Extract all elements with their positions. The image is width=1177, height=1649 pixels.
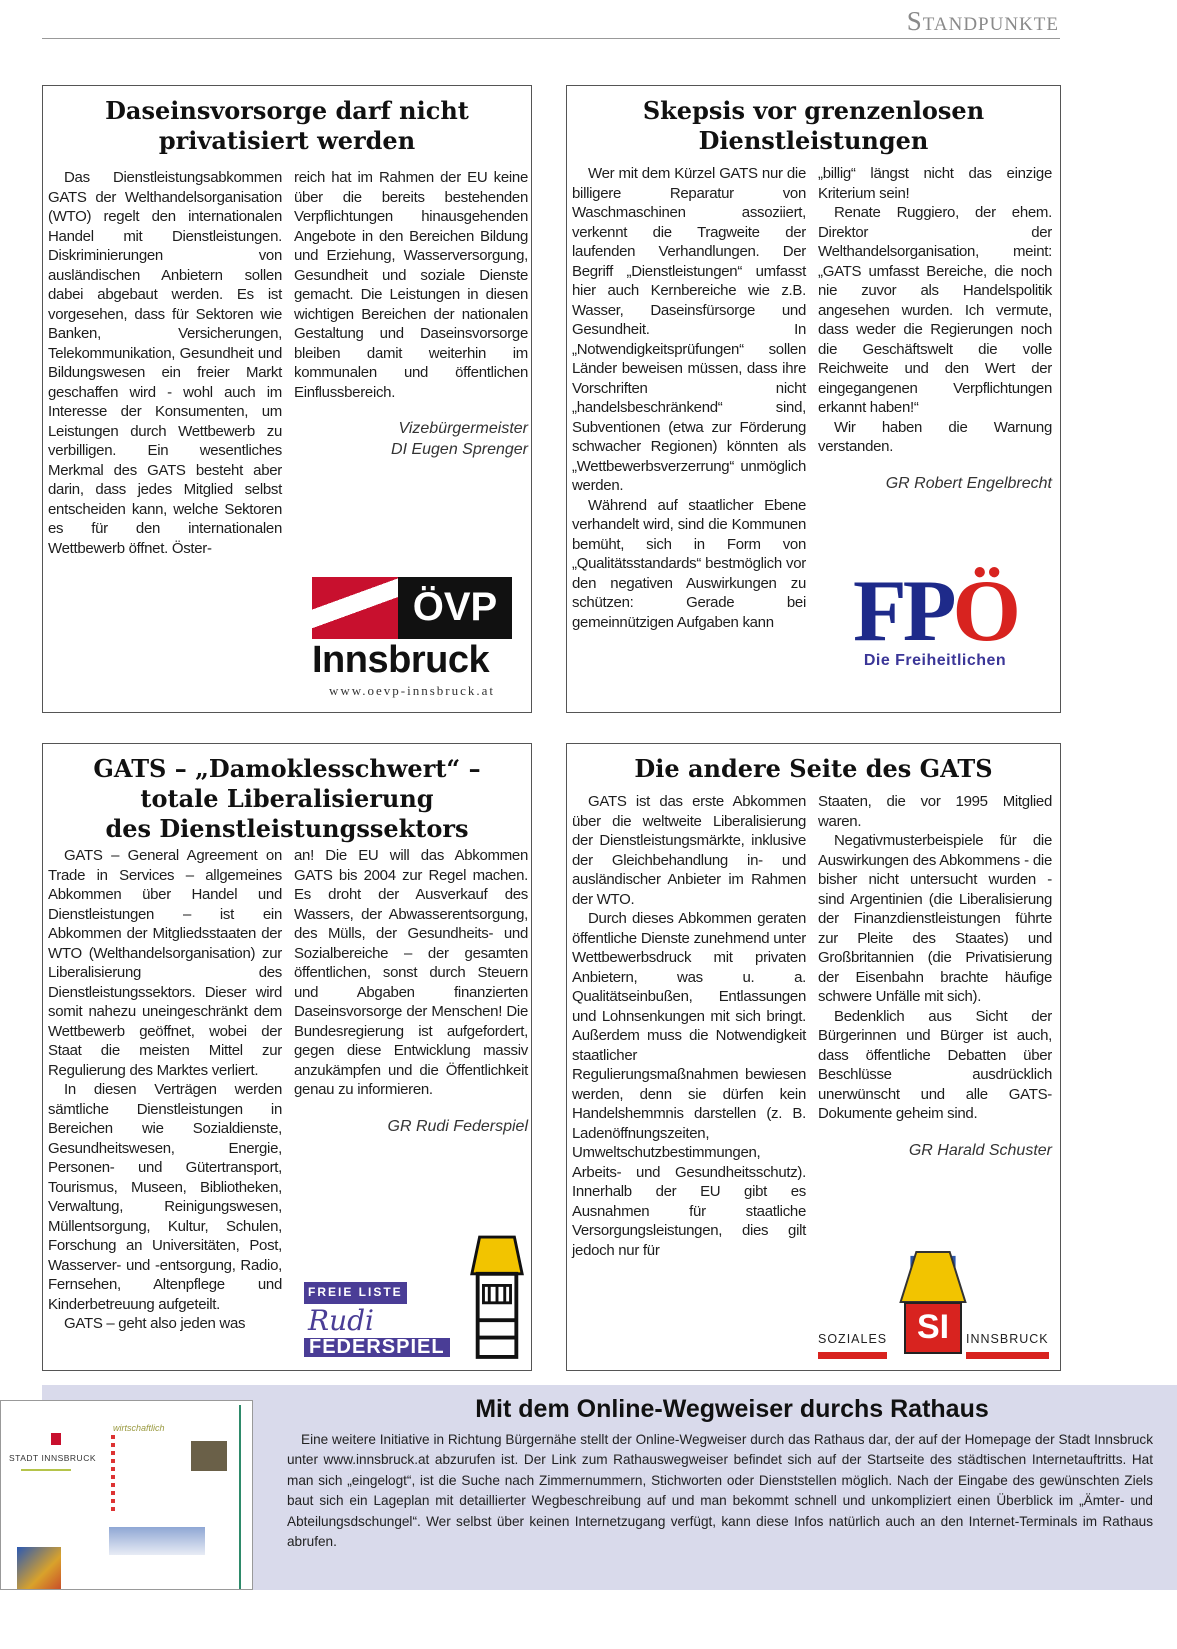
title-line: des Dienstleistungssektors [105,814,469,843]
title-line: totale Liberalisierung [140,784,434,813]
mountain-photo [109,1527,205,1555]
logo-word-left: SOZIALES [818,1330,887,1359]
banner-title: Mit dem Online-Wegweiser durchs Rathaus [475,1395,989,1423]
screenshot-divider [239,1405,241,1589]
fpoe-logo [818,562,1052,671]
article-column-2 [294,168,528,700]
article-column-1 [572,792,806,1362]
website-screenshot [0,1400,253,1590]
paragraph: Das Dienstleistungsabkommen GATS der Welthandelsorganisation (WTO) regelt den internationalen Handel mit Dienstleistungen. Diskriminierungen von ausländischen Anbietern sollen dabei abgebaut werden. Es ist vorgesehen, dass für Sektoren wie Banken, Versicherungen, Telekommunikation, Gesundheit und Bildungswesen ein freier Markt geschaffen wird - wohl auch im Interesse der Konsumenten, um Leistungen durch Wettbewerb zu verbilligen. Ein wesentliches Merkmal des GATS besteht aber darin, dass jedes Mitglied selbst entscheiden kann, welche Sektoren es für den internationalen Wettbewerb öffnet. Öster- [48,169,282,557]
title-line: GATS – „Damoklesschwert“ – [93,754,481,783]
title-line: Dienstleistungen [698,126,929,155]
article-title [567,754,1060,784]
title-line: Die andere Seite des GATS [634,754,993,783]
article-title [43,96,531,156]
paragraph: Durch dieses Abkommen geraten öffentliche Dienste zunehmend unter Wettbewerbsdruck mit privaten Anbietern, was u. a. Qualitätseinbußen, Entlassungen und Lohnsenkungen mit sich bringt. Außerdem muss die Notwendigkeit staatlicher Regulierungsmaßnahmen bewiesen werden, denn sie dürfen kein Handelshemmnis darstellen (z. B. Ladenöffnungszeiten, Umweltschutzbestimmungen, Arbeits- und Gesundheitsschutz). Innerhalb der EU gibt es Ausnahmen für staatliche Versorgungsleistungen, dies gilt jedoch nur für [572,910,806,1259]
article-column-2 [294,846,528,1362]
thumbnail-photo [191,1441,227,1471]
paragraph: Staaten, die vor 1995 Mitglied waren. [818,793,1052,830]
title-line: privatisiert werden [158,126,416,155]
article-title [43,754,531,844]
logo-word-right: INNSBRUCK [966,1330,1049,1359]
menu-bullets [111,1435,115,1515]
author [818,1140,1052,1161]
house-icon [468,1234,526,1360]
author-name: GR Robert Engelbrecht [885,474,1052,492]
article-federspiel [42,743,532,1371]
logo-label: FREIE LISTE [304,1282,407,1304]
author-name: DI Eugen Sprenger [391,441,528,458]
article-column-1 [48,168,282,700]
author [818,473,1052,494]
city-crest-icon [51,1433,61,1445]
paragraph: GATS – geht also jeden was [64,1315,246,1332]
paragraph: Bedenklich aus Sicht der Bürgerinnen und Bürger ist auch, dass öffentliche Debatten über Beschlüsse ausdrücklich unerwünscht und alle GATS-Dokumente geheim sind. [818,1007,1052,1122]
article-column-1 [572,164,806,694]
banner-body: Eine weitere Initiative in Richtung Bürgernähe stellt der Online-Wegweiser durch das Rathaus dar, der auf der Homepage der Stadt Innsbruck unter www.innsbruck.at abzurufen ist. Der Link zum Rathauswegweiser befindet sich auf der Startseite des städtischen Internetauftritts. Hat man sich „eingelogt“, ist die Suche nach Zimmernummern, Stichworten oder Dienststellen möglich. Nach der Eingabe des gewünschten Ziels baut sich ein Lageplan mit detaillierter Wegbeschreibung auf und man bekommt schnell und unkompliziert einen Überblick im „Ämter- und Abteilungsdschungel“. Wer selbst über keinen Internetzugang verfügt, kann diese Infos natürlich auch an den Internet-Terminals im Rathaus abrufen. [287,1432,1153,1550]
section-header: Standpunkte [906,6,1059,36]
brand-swash [21,1467,71,1471]
paragraph: reich hat im Rahmen der EU keine über die bereits bestehenden Verpflichtungen hinausgehenden Angebote in den Bereichen Bildung und Erziehung, Wasserversorgung, Gesundheit und soziale Dienste gemacht. Die Leistungen in diesen wichtigen Bereichen der nationalen Gestaltung und Daseinsvorsorge bleiben damit weiterhin im kommunalen und öffentlichen Einflussbereich. [294,169,528,401]
paragraph: Negativmusterbeispiele für die Auswirkungen des Abkommens - die bisher nicht untersucht wurden - sind Argentinien (die Liberalisierung der Finanzdienstleistungen führte zur Pleite des Staates) und Großbritannien (die Privatisierung der Eisenbahn brachte häufige schwere Unfälle mit sich). [818,832,1052,1005]
soziales-innsbruck-logo [818,1250,1052,1362]
screenshot-heading: wirtschaftlich [113,1423,165,1433]
article-column-2 [818,792,1052,1362]
screenshot-brand: STADT INNSBRUCK [9,1453,97,1463]
paragraph: „billig“ längst nicht das einzige Kriterium sein! [818,165,1052,202]
tower-photo [17,1547,61,1590]
logo-name: FEDERSPIEL [304,1338,450,1358]
logo-city: Innsbruck [312,638,490,681]
logo-fp: FP [853,562,953,660]
logo-subtitle: Die Freiheitlichen [863,651,1007,669]
author-title: Vizebürgermeister [398,420,528,437]
paragraph: Während auf staatlicher Ebene verhandelt wird, sind die Kommunen bemüht, sich in Form von „Qualitätsstandards“ bestmöglich vor den negativen Auswirkungen zu schützen: Gerade bei gemeinnützigen Aufgaben kann [572,496,806,631]
paragraph: In diesen Verträgen werden sämtliche Dienstleistungen in Bereichen wie Sozialdienste, Gesundheitswesen, Energie, Personen- und Gütertransport, Tourismus, Museen, Bibliotheken, Verwaltung, Reinigungswesen, Müllentsorgung, Kultur, Schulen, Forschung an Universitäten, Post, Wasserver- und -entsorgung, Radio, Fernsehen, Altenpflege und Kinderbetreuung aufgeteilt. [48,1081,282,1313]
oevp-innsbruck-logo [312,577,528,701]
paragraph: GATS ist das erste Abkommen über die weltweite Liberalisierung der Dienstleistungsmärkte, inklusive der Gleichbehandlung in- und ausländischer Anbieter im Rahmen der WTO. [572,793,806,908]
logo-url: www.oevp-innsbruck.at [328,682,496,698]
logo-signature: Rudi [308,1303,374,1337]
paragraph: Renate Ruggiero, der ehem. Direktor der Welthandelsorganisation, meint: „GATS umfasst Bereiche, die noch nie zuvor als Handelspolitik angesehen wurden. Ich vermute, dass weder die Regierungen noch die Geschäftswelt die volle Reichweite und den Wert der eingegangenen Verpflichtungen erkannt haben!“ [818,204,1052,416]
logo-mark: SI [904,1302,962,1354]
logo-party: ÖVP [398,577,512,639]
paragraph: GATS – General Agreement on Trade in Services – allgemeines Abkommen über Handel und Dienstleistungen – ist ein Abkommen der Mitgliedsstaaten der WTO (Welthandelsorganisation) zur Liberalisierung des Dienstleistungssektors. Dieser wird somit nahezu uneingeschränkt dem Wettbewerb geöffnet, wobei der Staat die meisten Mittel zur Regulierung des Marktes verliert. [48,847,282,1079]
author-name: GR Rudi Federspiel [387,1117,528,1135]
author [294,418,528,460]
article-column-2 [818,164,1052,694]
article-oevp [42,85,532,713]
title-line: Daseinsvorsorge darf nicht [105,96,469,125]
article-column-1 [48,846,282,1362]
paragraph: Wir haben die Warnung verstanden. [818,418,1052,455]
paragraph: an! Die EU will das Abkommen GATS bis 2004 zur Regel machen. Es droht der Ausverkauf des Wassers, der Abwasserentsorgung, des Mülls, der Gesundheits- und Sozialbereiche – der gesamten öffentlichen, sonst durch Steuern und Abgaben finanzierten Daseinsvorsorge der Menschen! Die Bundesregierung ist aufgefordert, gegen diese Entwicklung massiv anzukämpfen und die Öffentlichkeit genau zu informieren. [294,847,528,1098]
header-rule [42,38,1060,39]
author-name: GR Harald Schuster [908,1141,1052,1159]
article-soziales-innsbruck [566,743,1061,1371]
flag-icon [312,577,398,639]
logo-oe: Ö [952,562,1017,660]
roof-icon [898,1250,968,1304]
article-title [567,96,1060,156]
paragraph: Wer mit dem Kürzel GATS nur die billigere Reparatur von Waschmaschinen assoziiert, verkennt die Tragweite der laufenden Verhandlungen. Der Begriff „Dienstleistungen“ umfasst hier auch Kernbereiche wie z.B. Wasser, Daseinsfürsorge und Gesundheit. In „Notwendigkeitsprüfungen“ sollen Länder beweisen müssen, dass ihre Vorschriften nicht „handelsbeschränkend“ sind, Subventionen (etwa zur Förderung schwacher Regionen) könnten als „Wettbewerbsverzerrung“ unmöglich werden. [572,165,806,494]
freie-liste-federspiel-logo [294,1234,528,1362]
author [294,1116,528,1137]
title-line: Skepsis vor grenzenlosen [642,96,985,125]
article-fpoe [566,85,1061,713]
